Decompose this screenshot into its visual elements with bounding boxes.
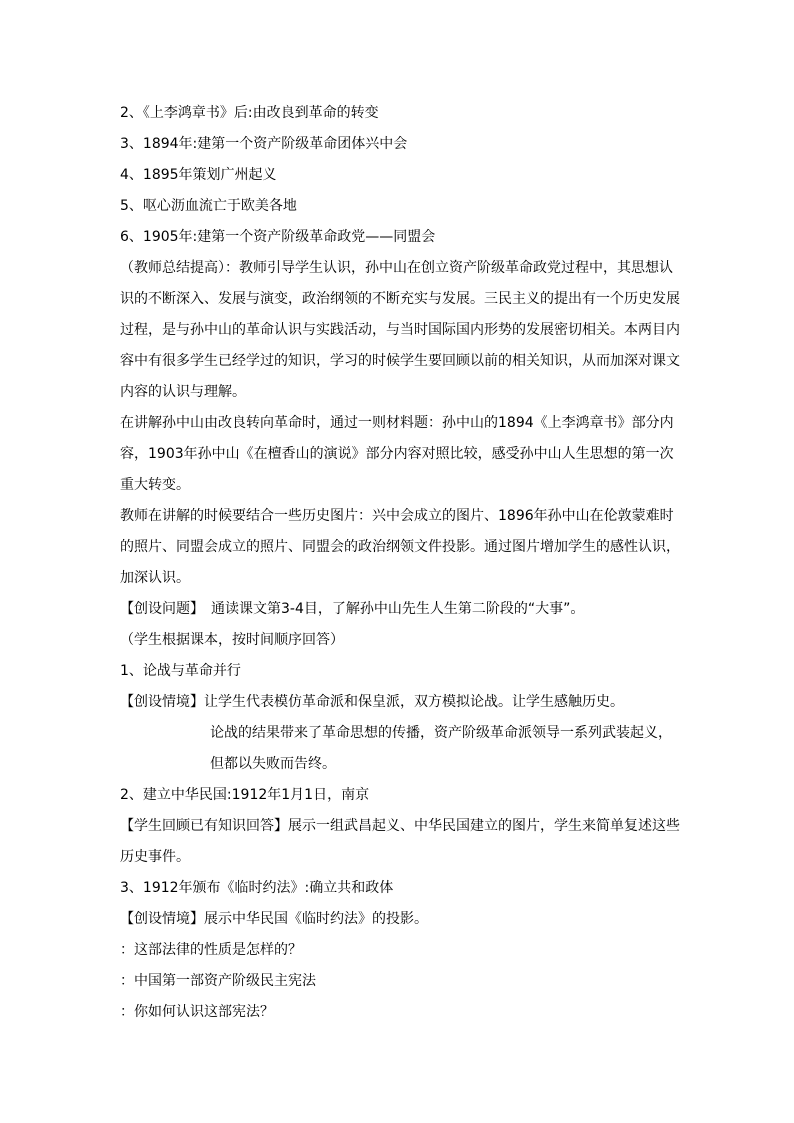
list-item-debate: 1、论战与革命并行 (120, 663, 241, 679)
create-question-paragraph: 【创设问题】 通读课文第3-4目，了解孙中山先生人生第二阶段的“大事”。 (120, 601, 585, 617)
list-item-6: 6、1905年:建第一个资产阶级革命政党——同盟会 (120, 229, 436, 245)
list-item-republic: 2、建立中华民国:1912年1月1日，南京 (120, 787, 370, 803)
document-body (120, 98, 680, 1028)
debate-result-paragraph: 论战的结果带来了革命思想的传播，资产阶级革命派领导一系列武装起义，但都以失败而告终。 (210, 725, 672, 772)
list-item-4: 4、1895年策划广州起义 (120, 167, 277, 183)
teacher-summary-paragraph: （教师总结提高）：教师引导学生认识，孙中山在创立资产阶级革命政党过程中，其思想认识的不断深入、发展与演变，政治纲领的不断充实与发展。三民主义的提出有一个历史发展过程，是与孙中山的革命认识与实践活动，与当时国际国内形势的发展密切相关。本两目内容中有很多学生已经学过的知识，学习的时候学生要回顾以前的相关知识，从而加深对课文内容的认识与理解。 (120, 260, 680, 400)
create-scenario-constitution: 【创设情境】展示中华民国《临时约法》的投影。 (120, 911, 428, 927)
create-scenario-debate: 【创设情境】让学生代表模仿革命派和保皇派，双方模拟论战。让学生感触历史。 (120, 694, 624, 710)
question-opinion: ：你如何认识这部宪法？ (120, 1004, 274, 1020)
question-nature: ：这部法律的性质是怎样的？ (120, 942, 302, 958)
list-item-5: 5、呕心沥血流亡于欧美各地 (120, 198, 297, 214)
list-item-2: 2、《上李鸿章书》后:由改良到革命的转变 (120, 105, 379, 121)
student-review-paragraph: 【学生回顾已有知识回答】展示一组武昌起义、中华民国建立的图片，学生来简单复述这些历史事件。 (120, 818, 680, 865)
list-item-provisional-constitution: 3、1912年颁布《临时约法》:确立共和政体 (120, 880, 394, 896)
list-item-3: 3、1894年:建第一个资产阶级革命团体兴中会 (120, 136, 408, 152)
answer-nature: ：中国第一部资产阶级民主宪法 (120, 973, 316, 989)
student-answer-note: （学生根据课本，按时间顺序回答） (120, 632, 344, 648)
historical-pictures-paragraph: 教师在讲解的时候要结合一些历史图片：兴中会成立的图片、1896年孙中山在伦敦蒙难时的照片、同盟会成立的照片、同盟会的政治纲领文件投影。通过图片增加学生的感性认识，加深认识。 (120, 508, 680, 586)
material-analysis-paragraph: 在讲解孙中山由改良转向革命时，通过一则材料题：孙中山的1894《上李鸿章书》部分内容，1903年孙中山《在檀香山的演说》部分内容对照比较，感受孙中山人生思想的第一次重大转变。 (120, 415, 674, 493)
